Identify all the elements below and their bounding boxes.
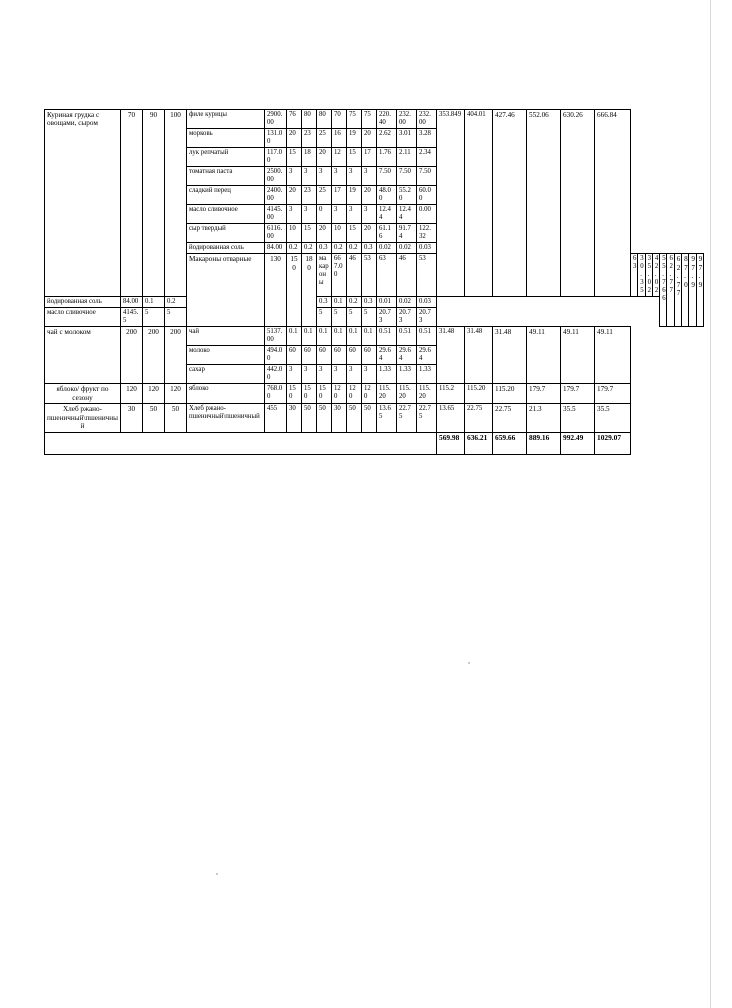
group-sum: 179.7	[527, 384, 561, 404]
cost-cell: 0.03	[417, 297, 437, 308]
margin-rule	[710, 0, 711, 1008]
gross-cell: 3	[302, 205, 317, 224]
net-cell: 53	[417, 254, 437, 297]
cost-cell: 22.75	[417, 404, 437, 432]
portion-qty: 150	[287, 254, 302, 327]
portion-qty: 200	[165, 327, 187, 384]
ingredient-name: филе курицы	[187, 110, 265, 129]
net-cell: 3	[332, 365, 347, 384]
ingredient-name: сахар	[187, 365, 265, 384]
group-sum: 115.20	[493, 384, 527, 404]
net-cell: 0.2	[332, 243, 347, 254]
cost-cell: 12.44	[377, 205, 397, 224]
cost-cell: 1.76	[377, 148, 397, 167]
gross-cell: 25	[317, 186, 332, 205]
net-cell: 3	[362, 365, 377, 384]
net-cell: 0.1	[347, 327, 362, 346]
price-cell: 2900.00	[265, 110, 287, 129]
portion-qty: 200	[121, 327, 143, 384]
cost-cell: 3.28	[417, 129, 437, 148]
table-row	[45, 384, 704, 404]
gross-cell: 5	[165, 308, 187, 327]
net-cell: 5	[347, 308, 362, 327]
net-cell: 0.1	[332, 297, 347, 308]
cost-cell: 115.20	[397, 384, 417, 404]
price-cell: 2400.00	[265, 186, 287, 205]
cost-cell: 48.00	[377, 186, 397, 205]
net-cell: 50	[362, 404, 377, 432]
cost-cell: 0.02	[397, 243, 417, 254]
portion-qty: 90	[143, 110, 165, 297]
table-row	[45, 297, 704, 308]
gross-cell: 23	[302, 129, 317, 148]
net-cell: 30	[332, 404, 347, 432]
net-cell: 3	[347, 205, 362, 224]
cost-cell: 20.73	[377, 308, 397, 327]
net-cell: 60	[332, 346, 347, 365]
gross-cell: 0.2	[302, 243, 317, 254]
net-cell: 50	[347, 404, 362, 432]
table-row	[45, 110, 704, 129]
cost-cell: 0.51	[377, 327, 397, 346]
gross-cell: 50	[302, 404, 317, 432]
net-cell: 70	[332, 110, 347, 129]
gross-cell: 0.2	[165, 297, 187, 308]
group-sum: 87.0	[682, 254, 689, 327]
portion-qty: 120	[165, 384, 187, 404]
gross-cell: 25	[317, 129, 332, 148]
group-sum: 179.7	[561, 384, 595, 404]
ingredient-name: йодированная соль	[45, 297, 121, 308]
total-cell: 889.16	[527, 432, 561, 454]
ingredient-name: яблоко	[187, 384, 265, 404]
price-cell: 5137.00	[265, 327, 287, 346]
cost-cell: 0.51	[417, 327, 437, 346]
gross-cell: 0.3	[317, 297, 332, 308]
gross-cell: 18	[302, 148, 317, 167]
price-cell: 84.00	[121, 297, 143, 308]
net-cell: 0.3	[362, 243, 377, 254]
total-cell: 569.98	[437, 432, 465, 454]
cost-cell: 1.33	[397, 365, 417, 384]
gross-cell: 20	[317, 148, 332, 167]
price-cell: 494.00	[265, 346, 287, 365]
net-cell: 20	[362, 224, 377, 243]
cost-cell: 29.64	[377, 346, 397, 365]
totals-row	[45, 432, 704, 454]
group-sum: 49.11	[527, 327, 561, 384]
ingredient-name: Хлеб ржано-пшеничный\пшеничный	[187, 404, 265, 432]
price-cell: 6116.00	[265, 224, 287, 243]
group-sum: 97.9	[689, 254, 696, 327]
cost-cell: 7.50	[417, 167, 437, 186]
net-cell: 0.2	[347, 297, 362, 308]
gross-cell: 150	[302, 384, 317, 404]
net-cell: 63	[631, 254, 638, 297]
net-cell: 15	[347, 148, 362, 167]
group-sum: 97.9	[696, 254, 703, 327]
cost-cell: 1.33	[417, 365, 437, 384]
gross-cell: 3	[287, 365, 302, 384]
gross-cell: 23	[302, 186, 317, 205]
table-row	[45, 404, 704, 432]
net-cell: 3	[332, 167, 347, 186]
gross-cell: 0.2	[287, 243, 302, 254]
cost-cell: 29.64	[397, 346, 417, 365]
gross-cell: 46	[347, 254, 362, 297]
gross-cell: 3	[302, 167, 317, 186]
group-sum: 31.48	[465, 327, 493, 384]
net-cell: 10	[332, 224, 347, 243]
speck-artifact	[216, 873, 218, 875]
cost-cell: 2.11	[397, 148, 417, 167]
net-cell: 3	[362, 205, 377, 224]
cost-cell: 115.20	[377, 384, 397, 404]
gross-cell: 15	[302, 224, 317, 243]
portion-qty: 120	[143, 384, 165, 404]
gross-cell: 10	[287, 224, 302, 243]
price-cell: 4145.00	[265, 205, 287, 224]
dish-name: Хлеб ржано-пшеничный\пшеничный	[45, 404, 121, 432]
net-cell: 20	[362, 186, 377, 205]
nutrition-table-container	[44, 109, 704, 455]
net-cell: 60	[362, 346, 377, 365]
group-sum: 21.3	[527, 404, 561, 432]
dish-name: Куриная грудка с овощами, сыром	[45, 110, 121, 297]
net-cell: 3	[347, 167, 362, 186]
portion-qty: 120	[121, 384, 143, 404]
ingredient-name: молоко	[187, 346, 265, 365]
gross-cell: 80	[317, 110, 332, 129]
group-sum: 49.11	[595, 327, 631, 384]
net-cell: 12	[332, 148, 347, 167]
gross-cell: 5	[317, 308, 332, 327]
dish-name: чай с молоком	[45, 327, 121, 384]
portion-qty: 50	[143, 404, 165, 432]
group-sum: 353.849	[437, 110, 465, 297]
gross-cell: 60	[302, 346, 317, 365]
portion-qty: 200	[143, 327, 165, 384]
total-cell: 636.21	[465, 432, 493, 454]
net-cell: 5	[362, 308, 377, 327]
group-sum: 35.5	[595, 404, 631, 432]
net-cell: 16	[332, 129, 347, 148]
group-sum: 115.2	[437, 384, 465, 404]
group-sum: 35.5	[561, 404, 595, 432]
gross-cell: 3	[287, 167, 302, 186]
cost-cell: 35.02	[645, 254, 652, 297]
group-sum: 22.75	[493, 404, 527, 432]
total-cell: 659.66	[493, 432, 527, 454]
price-cell: 455	[265, 404, 287, 432]
cost-cell: 0.03	[417, 243, 437, 254]
gross-cell: 20	[317, 224, 332, 243]
net-cell: 120	[347, 384, 362, 404]
gross-cell: 60	[287, 346, 302, 365]
cost-cell: 1.33	[377, 365, 397, 384]
ingredient-name: макароны	[317, 254, 332, 297]
cost-cell: 0.01	[377, 297, 397, 308]
net-cell: 75	[362, 110, 377, 129]
cost-cell: 232.00	[417, 110, 437, 129]
group-sum: 55.766	[660, 254, 667, 327]
gross-cell: 20	[287, 186, 302, 205]
price-cell: 667.00	[332, 254, 347, 297]
total-cell: 992.49	[561, 432, 595, 454]
gross-cell: 0.1	[143, 297, 165, 308]
price-cell: 4145.5	[121, 308, 143, 327]
net-cell: 0.2	[347, 243, 362, 254]
net-cell: 17	[362, 148, 377, 167]
net-cell: 3	[332, 205, 347, 224]
cost-cell: 232.00	[397, 110, 417, 129]
group-sum: 49.11	[561, 327, 595, 384]
price-cell: 768.00	[265, 384, 287, 404]
group-sum: 31.48	[437, 327, 465, 384]
ingredient-name: чай	[187, 327, 265, 346]
price-cell: 84.00	[265, 243, 287, 254]
speck-artifact	[468, 662, 470, 664]
net-cell: 75	[347, 110, 362, 129]
net-cell: 20	[362, 129, 377, 148]
net-cell: 120	[362, 384, 377, 404]
gross-cell: 0.1	[287, 327, 302, 346]
table-row	[45, 308, 704, 327]
gross-cell: 150	[287, 384, 302, 404]
gross-cell: 50	[317, 404, 332, 432]
portion-qty: 100	[165, 110, 187, 297]
portion-qty: 30	[121, 404, 143, 432]
dish-name: яблоко/ фрукт по сезону	[45, 384, 121, 404]
totals-label-empty	[45, 432, 437, 454]
cost-cell: 20.73	[397, 308, 417, 327]
cost-cell: 0.51	[397, 327, 417, 346]
portion-qty: 180	[302, 254, 317, 327]
portion-qty: 130	[265, 254, 287, 327]
cost-cell: 30.35	[638, 254, 645, 297]
nutrition-table	[44, 109, 704, 455]
cost-cell: 7.50	[377, 167, 397, 186]
group-sum: 22.75	[465, 404, 493, 432]
price-cell: 131.00	[265, 129, 287, 148]
portion-qty: 50	[165, 404, 187, 432]
gross-cell: 3	[287, 205, 302, 224]
group-sum: 31.48	[493, 327, 527, 384]
ingredient-name: лук репчатый	[187, 148, 265, 167]
cost-cell: 20.73	[417, 308, 437, 327]
group-sum: 427.46	[493, 110, 527, 297]
group-sum: 62.77	[674, 254, 681, 327]
cost-cell: 42.02	[652, 254, 659, 297]
cost-cell: 2.62	[377, 129, 397, 148]
cost-cell: 7.50	[397, 167, 417, 186]
cost-cell: 3.01	[397, 129, 417, 148]
ingredient-name: масло сливочное	[45, 308, 121, 327]
net-cell: 0.1	[332, 327, 347, 346]
gross-cell: 150	[317, 384, 332, 404]
gross-cell: 0.1	[317, 327, 332, 346]
price-cell: 442.00	[265, 365, 287, 384]
cost-cell: 0.02	[377, 243, 397, 254]
cost-cell: 220.40	[377, 110, 397, 129]
net-cell: 3	[347, 365, 362, 384]
gross-cell: 53	[362, 254, 377, 297]
cost-cell: 2.34	[417, 148, 437, 167]
gross-cell: 0	[317, 205, 332, 224]
gross-cell: 0.3	[317, 243, 332, 254]
group-sum: 179.7	[595, 384, 631, 404]
group-sum: 115.20	[465, 384, 493, 404]
total-cell: 1029.07	[595, 432, 631, 454]
gross-cell: 80	[302, 110, 317, 129]
gross-cell: 3	[317, 167, 332, 186]
group-sum: 62.77	[667, 254, 674, 327]
ingredient-name: сыр твердый	[187, 224, 265, 243]
cost-cell: 0.02	[397, 297, 417, 308]
group-sum: 666.84	[595, 110, 631, 297]
cost-cell: 91.74	[397, 224, 417, 243]
ingredient-name: масло сливочное	[187, 205, 265, 224]
portion-qty: 70	[121, 110, 143, 297]
table-row	[45, 327, 704, 346]
group-sum: 404.01	[465, 110, 493, 297]
net-cell: 0.1	[362, 327, 377, 346]
net-cell: 17	[332, 186, 347, 205]
ingredient-name: сладкий перец	[187, 186, 265, 205]
cost-cell: 13.65	[377, 404, 397, 432]
cost-cell: 115.20	[417, 384, 437, 404]
cost-cell: 29.64	[417, 346, 437, 365]
gross-cell: 63	[377, 254, 397, 297]
net-cell: 60	[347, 346, 362, 365]
net-cell: 120	[332, 384, 347, 404]
ingredient-name: йодированная соль	[187, 243, 265, 254]
ingredient-name: томатная паста	[187, 167, 265, 186]
ingredient-name: морковь	[187, 129, 265, 148]
gross-cell: 3	[302, 365, 317, 384]
cost-cell: 55.20	[397, 186, 417, 205]
cost-cell: 0.00	[417, 205, 437, 224]
gross-cell: 60	[317, 346, 332, 365]
group-sum: 630.26	[561, 110, 595, 297]
gross-cell: 5	[143, 308, 165, 327]
gross-cell: 0.1	[302, 327, 317, 346]
dish-name: Макароны отварные	[187, 254, 265, 327]
net-cell: 5	[332, 308, 347, 327]
cost-cell: 61.16	[377, 224, 397, 243]
gross-cell: 30	[287, 404, 302, 432]
gross-cell: 3	[317, 365, 332, 384]
price-cell: 2500.00	[265, 167, 287, 186]
net-cell: 15	[347, 224, 362, 243]
cost-cell: 12.44	[397, 205, 417, 224]
group-sum: 13.65	[437, 404, 465, 432]
cost-cell: 60.00	[417, 186, 437, 205]
gross-cell: 20	[287, 129, 302, 148]
group-sum: 552.06	[527, 110, 561, 297]
net-cell: 19	[347, 186, 362, 205]
gross-cell: 15	[287, 148, 302, 167]
net-cell: 46	[397, 254, 417, 297]
net-cell: 3	[362, 167, 377, 186]
net-cell: 0.3	[362, 297, 377, 308]
cost-cell: 122.32	[417, 224, 437, 243]
price-cell: 117.00	[265, 148, 287, 167]
net-cell: 19	[347, 129, 362, 148]
gross-cell: 76	[287, 110, 302, 129]
cost-cell: 22.75	[397, 404, 417, 432]
